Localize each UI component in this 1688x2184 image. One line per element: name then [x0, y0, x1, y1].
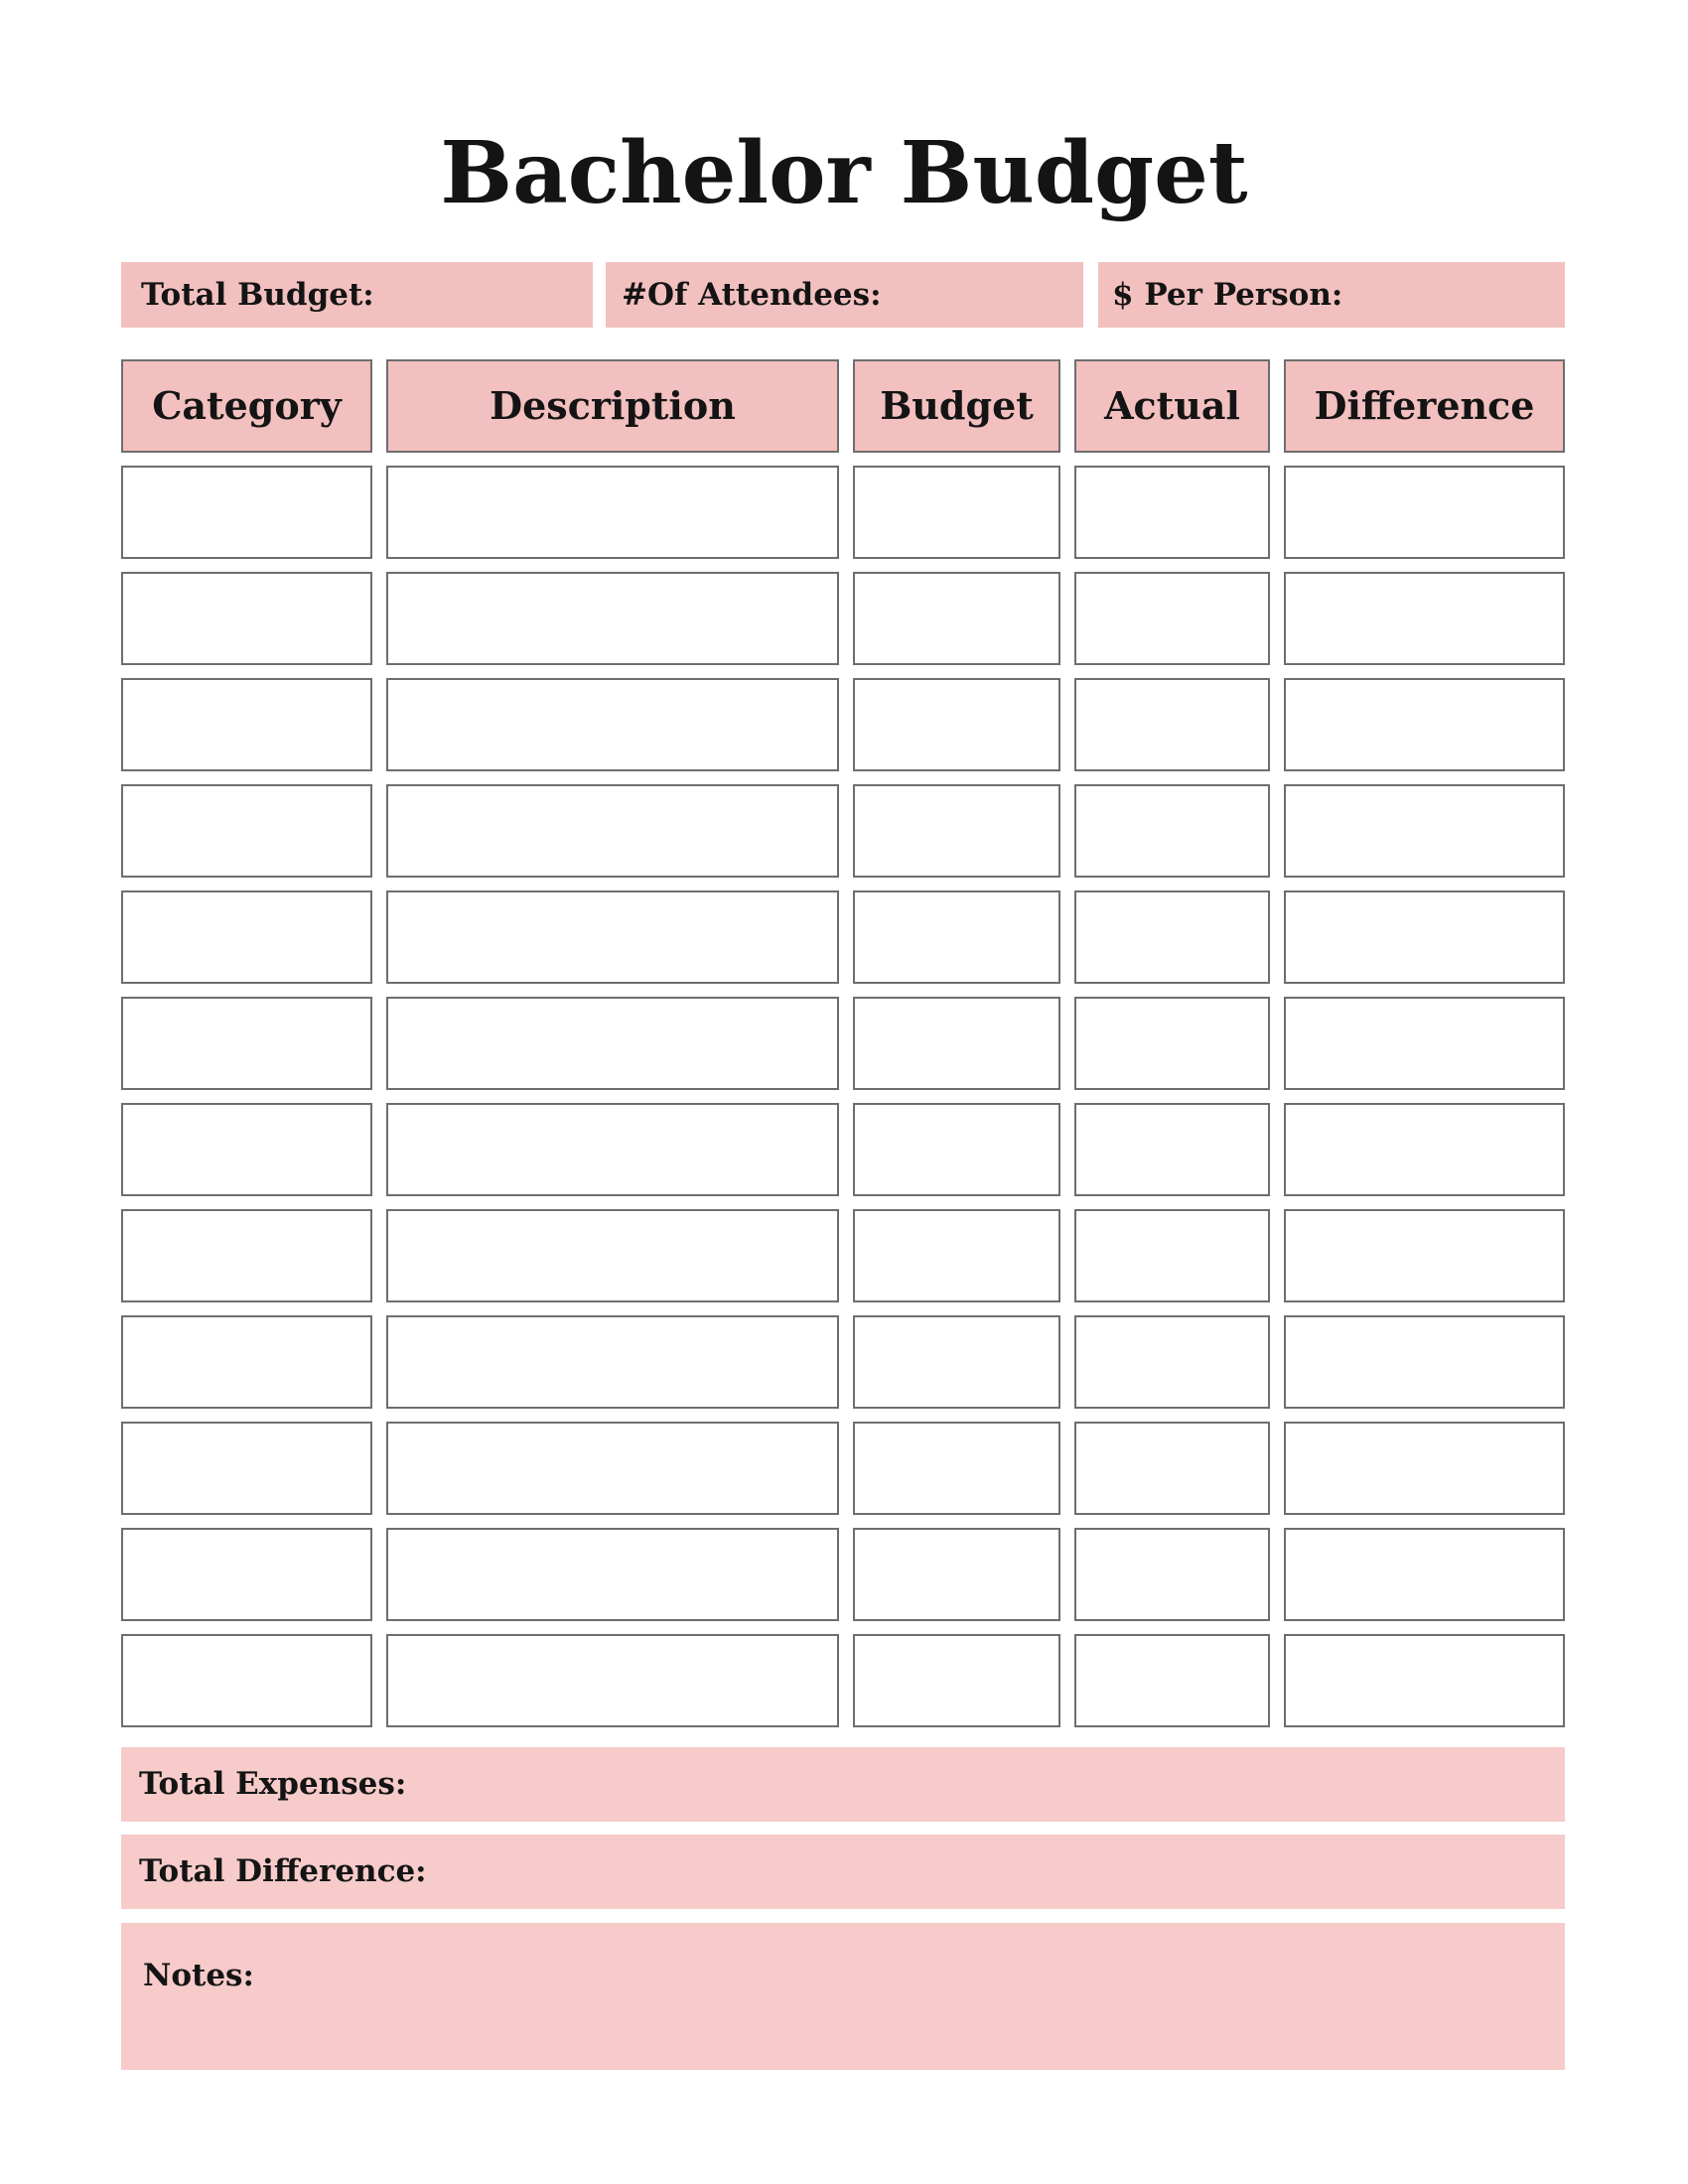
budget-table — [121, 359, 1565, 1740]
table-row — [121, 784, 1565, 878]
table-row — [121, 466, 1565, 559]
cell-actual[interactable] — [1074, 678, 1270, 771]
cell-actual[interactable] — [1074, 466, 1270, 559]
per-person-label: $ Per Person: — [1112, 277, 1343, 313]
cell-difference[interactable] — [1284, 997, 1565, 1090]
cell-budget[interactable] — [853, 1528, 1060, 1621]
cell-description[interactable] — [386, 1315, 839, 1409]
cell-actual[interactable] — [1074, 1103, 1270, 1196]
table-header-row — [121, 359, 1565, 453]
total-budget-label: Total Budget: — [141, 277, 374, 313]
table-row — [121, 1103, 1565, 1196]
cell-actual[interactable] — [1074, 1315, 1270, 1409]
column-header-actual: Actual — [1074, 359, 1270, 453]
table-row — [121, 997, 1565, 1090]
cell-difference[interactable] — [1284, 678, 1565, 771]
cell-category[interactable] — [121, 997, 372, 1090]
cell-difference[interactable] — [1284, 1209, 1565, 1302]
cell-difference[interactable] — [1284, 784, 1565, 878]
cell-difference[interactable] — [1284, 1103, 1565, 1196]
total-budget-field[interactable] — [121, 262, 593, 328]
total-expenses-label: Total Expenses: — [139, 1766, 407, 1802]
cell-category[interactable] — [121, 1103, 372, 1196]
table-row — [121, 1422, 1565, 1515]
table-row — [121, 890, 1565, 984]
total-difference-label: Total Difference: — [139, 1853, 427, 1889]
cell-description[interactable] — [386, 997, 839, 1090]
cell-difference[interactable] — [1284, 1634, 1565, 1727]
cell-actual[interactable] — [1074, 572, 1270, 665]
table-row — [121, 572, 1565, 665]
total-expenses-field[interactable] — [121, 1747, 1565, 1822]
cell-difference[interactable] — [1284, 466, 1565, 559]
cell-category[interactable] — [121, 678, 372, 771]
cell-budget[interactable] — [853, 678, 1060, 771]
table-row — [121, 1315, 1565, 1409]
table-row — [121, 1634, 1565, 1727]
column-header-budget: Budget — [853, 359, 1060, 453]
cell-difference[interactable] — [1284, 1422, 1565, 1515]
table-row — [121, 678, 1565, 771]
cell-budget[interactable] — [853, 997, 1060, 1090]
cell-actual[interactable] — [1074, 1422, 1270, 1515]
total-difference-field[interactable] — [121, 1835, 1565, 1909]
table-row — [121, 1528, 1565, 1621]
cell-budget[interactable] — [853, 1209, 1060, 1302]
cell-budget[interactable] — [853, 572, 1060, 665]
cell-actual[interactable] — [1074, 890, 1270, 984]
cell-category[interactable] — [121, 1209, 372, 1302]
page-title: Bachelor Budget — [440, 123, 1248, 223]
cell-difference[interactable] — [1284, 1528, 1565, 1621]
notes-field[interactable] — [121, 1923, 1565, 2070]
cell-budget[interactable] — [853, 1422, 1060, 1515]
cell-description[interactable] — [386, 890, 839, 984]
notes-label: Notes: — [143, 1958, 254, 1993]
cell-difference[interactable] — [1284, 1315, 1565, 1409]
cell-budget[interactable] — [853, 1103, 1060, 1196]
cell-actual[interactable] — [1074, 1528, 1270, 1621]
cell-category[interactable] — [121, 1315, 372, 1409]
cell-difference[interactable] — [1284, 572, 1565, 665]
cell-actual[interactable] — [1074, 784, 1270, 878]
cell-budget[interactable] — [853, 466, 1060, 559]
cell-category[interactable] — [121, 1422, 372, 1515]
table-row — [121, 1209, 1565, 1302]
cell-description[interactable] — [386, 784, 839, 878]
cell-category[interactable] — [121, 784, 372, 878]
column-header-category: Category — [121, 359, 372, 453]
cell-category[interactable] — [121, 1528, 372, 1621]
cell-budget[interactable] — [853, 784, 1060, 878]
cell-difference[interactable] — [1284, 890, 1565, 984]
cell-description[interactable] — [386, 1528, 839, 1621]
cell-description[interactable] — [386, 1103, 839, 1196]
cell-budget[interactable] — [853, 890, 1060, 984]
cell-category[interactable] — [121, 890, 372, 984]
cell-category[interactable] — [121, 466, 372, 559]
cell-category[interactable] — [121, 1634, 372, 1727]
cell-description[interactable] — [386, 572, 839, 665]
column-header-description: Description — [386, 359, 839, 453]
column-header-difference: Difference — [1284, 359, 1565, 453]
table-body — [121, 466, 1565, 1727]
cell-description[interactable] — [386, 1422, 839, 1515]
cell-description[interactable] — [386, 466, 839, 559]
cell-actual[interactable] — [1074, 997, 1270, 1090]
attendees-field[interactable] — [606, 262, 1083, 328]
cell-budget[interactable] — [853, 1634, 1060, 1727]
cell-description[interactable] — [386, 1634, 839, 1727]
cell-actual[interactable] — [1074, 1634, 1270, 1727]
cell-description[interactable] — [386, 678, 839, 771]
cell-category[interactable] — [121, 572, 372, 665]
per-person-field[interactable] — [1098, 262, 1565, 328]
cell-description[interactable] — [386, 1209, 839, 1302]
cell-budget[interactable] — [853, 1315, 1060, 1409]
cell-actual[interactable] — [1074, 1209, 1270, 1302]
attendees-label: #Of Attendees: — [622, 277, 882, 313]
